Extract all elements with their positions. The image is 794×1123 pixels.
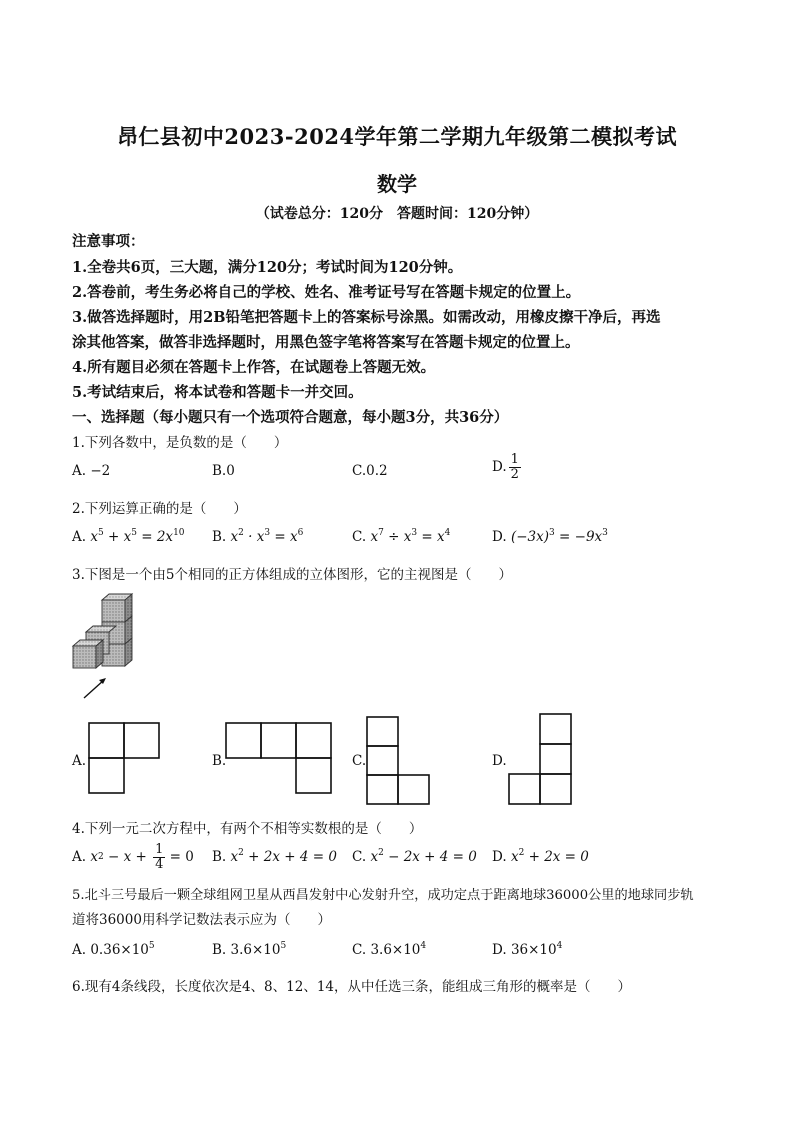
q1-option-d: D. $\frac{1}{2}$ [492,452,519,482]
section-heading: 一、选择题（每小题只有一个选项符合题意，每小题3分，共36分） [72,409,509,426]
q4-option-d: D. $x^2 + 2x = 0$ [492,848,589,865]
q2-option-c: C. $x^7 \div x^3 = x^4$ [352,528,451,545]
q3-option-b-figure [225,722,332,794]
notice-item: 3.做答选择题时，用2B铅笔把答题卡上的答案标号涂黑。如需改动，用橡皮擦干净后，再选 [72,309,661,326]
q3-option-a-figure [88,722,160,794]
view-direction-arrow [84,680,104,698]
notice-heading: 注意事项： [72,233,145,250]
q3-option-a-label: A. [72,753,87,769]
notice-item: 2.答卷前，考生务必将自己的学校、姓名、准考证号写在答题卡规定的位置上。 [72,284,581,301]
q2-option-d: D. $(-3x)^3 = -9x^3$ [492,528,608,545]
question-3-stem: 3.下图是一个由5个相同的正方体组成的立体图形，它的主视图是（ ） [72,567,512,583]
question-1-stem: 1.下列各数中，是负数的是（ ） [72,435,288,451]
q3-option-b-label: B. [212,753,227,769]
q1-option-b: B.0 [212,463,235,479]
notice-item: 涂其他答案，做答非选择题时，用黑色签字笔将答案写在答题卡规定的位置上。 [72,334,580,351]
q4-option-c: C. $x^2 - 2x + 4 = 0$ [352,848,477,865]
exam-title: 昂仁县初中2023-2024学年第二学期九年级第二模拟考试 [116,124,678,149]
q4-option-b: B. $x^2 + 2x + 4 = 0$ [212,848,337,865]
notice-item: 4.所有题目必须在答题卡上作答，在试题卷上答题无效。 [72,359,436,376]
subject-title: 数学 [377,172,417,196]
q2-option-a: A. $x^5 + x^5 = 2x^{10}$ [72,528,185,545]
q1-option-a: A. −2 [72,463,111,479]
q2-option-b: B. $x^2 \cdot x^3 = x^6$ [212,528,304,545]
question-2-stem: 2.下列运算正确的是（ ） [72,501,247,517]
q5-option-c: C. $3.6\times 10^4$ [352,941,427,958]
q3-option-d-label: D. [492,753,507,769]
q5-option-b: B. $3.6\times 10^5$ [212,941,287,958]
q3-option-d-figure [508,713,572,806]
q5-option-d: D. $36\times 10^4$ [492,941,563,958]
question-5-stem-line1: 5.北斗三号最后一颗全球组网卫星从西昌发射中心发射升空，成功定点于距离地球36000公里的地球同步轨 [72,888,694,903]
q4-option-a: A. x 2 − x + $\frac{1}{4}$ = 0 [72,841,194,872]
q5-option-a: A. $0.36\times 10^5$ [72,941,155,958]
question-4-stem: 4.下列一元二次方程中，有两个不相等实数根的是（ ） [72,821,423,837]
question-6-stem: 6.现有4条线段，长度依次是4、8、12、14，从中任选三条，能组成三角形的概率是（ ） [72,979,632,995]
cube-solid-figure [70,590,140,702]
q1-option-c: C.0.2 [352,463,388,479]
q3-option-c-figure [366,716,430,806]
score-info: （试卷总分：120分 答题时间：120分钟） [255,206,539,222]
notice-item: 5.考试结束后，将本试卷和答题卡一并交回。 [72,384,363,401]
q3-option-c-label: C. [352,753,367,769]
question-5-stem-line2: 道将36000用科学记数法表示应为（ ） [72,912,331,928]
notice-item: 1.全卷共6页，三大题，满分120分；考试时间为120分钟。 [72,259,463,276]
